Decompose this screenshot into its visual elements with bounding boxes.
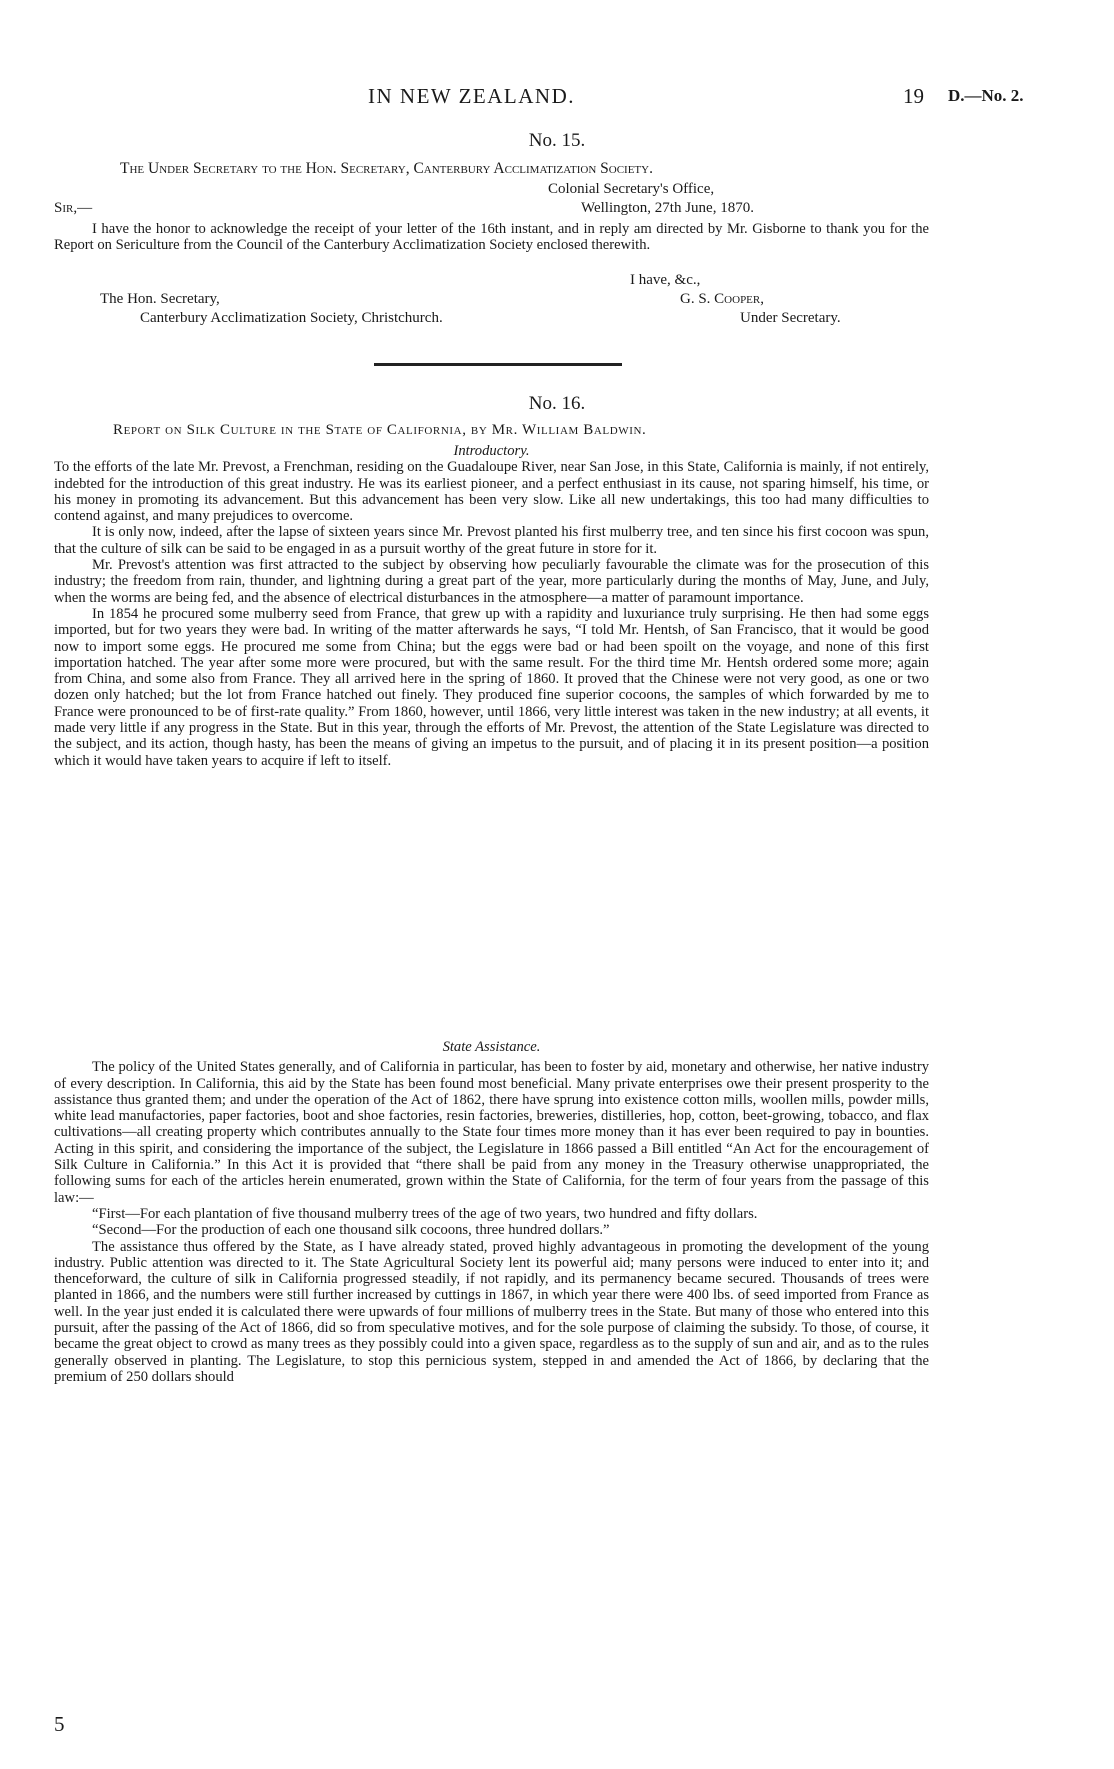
report-introductory [54,443,929,769]
running-title: IN NEW ZEALAND. [368,84,575,108]
letter-closing: I have, &c., [630,272,701,288]
letter-signer-title: Under Secretary. [740,310,841,326]
letter-paragraph: I have the honor to acknowledge the receipt of your letter of the 16th instant, and in reply am directed by Mr. Gisborne to thank you for the Report on Sericulture from the Council of the Canterbury Acclimatization Society enclosed therewith. [54,221,929,254]
letter-place-date: Wellington, 27th June, 1870. [581,200,754,216]
paragraph: The assistance thus offered by the State, as I have already stated, proved highly advantageous in promoting the development of the young industry. Public attention was directed to it. The State Agricultural Society lent its powerful aid; many persons were induced to enter into it; and thenceforward, the culture of silk in California progressed steadily, if not rapidly, and its permanency became secured. Thousands of trees were planted in 1866, and the numbers were still further increased by cuttings in 1867, in which year there were 400 lbs. of seed imported from France as well. In the year just ended it is calculated there were upwards of four millions of mulberry trees in the State. But many of those who entered into this pursuit, after the passing of the Act of 1866, did so from speculative motives, and for the sole purpose of claiming the subsidy. To those, of course, it became the great object to crowd as many trees as they possibly could into a given space, regardless as to the supply of sun and air, and as to the rules generally observed in planting. The Legislature, to stop this pernicious system, stepped in and amended the Act of 1866, by declaring that the premium of 250 dollars should [54,1238,929,1385]
paragraph: “Second—For the production of each one thousand silk cocoons, three hundred dollars.” [92,1222,610,1239]
document-reference: D.—No. 2. [948,86,1024,105]
letter-addressee-line1: The Hon. Secretary, [100,291,220,307]
report-title: Report on Silk Culture in the State of California, by Mr. William Baldwin. [113,422,647,438]
paragraph: The policy of the United States generally, and of California in particular, has been to foster by aid, monetary and otherwise, her native industry of every description. In California, this aid by the State has been found most beneficial. Many private enterprises owe their present prosperity to the assistance thus granted them; and under the operation of the Act of 1862, there have sprung into existence cotton mills, woollen mills, powder mills, white lead manufactories, paper factories, boot and shoe factories, resin factories, breweries, distilleries, hop, cotton, beet-growing, tobacco, and flax cultivations—all creating property which contributes annually to the State four times more money than it has ever been required to pay in bounties. Acting in this spirit, and considering the importance of the subject, the Legislature in 1866 passed a Bill entitled “An Act for the encouragement of Silk Culture in California.” In this Act it is provided that “there shall be paid from any money in the Treasury otherwise unappropriated, the following sums for each of the articles herein enumerated, grown within the State of California, for the term of four years from the passage of this law:— [54,1059,929,1206]
letter-addressee-line2: Canterbury Acclimatization Society, Christchurch. [140,310,443,326]
paragraph: It is only now, indeed, after the lapse of sixteen years since Mr. Prevost planted his first mulberry tree, and ten since his first cocoon was spun, that the culture of silk can be said to be engaged in as a pursuit worthy of the great future in store for it. [54,524,929,557]
paragraph: Mr. Prevost's attention was first attracted to the subject by observing how peculiarly favourable the climate was for the prosecution of this industry; the freedom from rain, thunder, and lightning during a great part of the year, more particularly during the months of May, June, and July, when the worms are being fed, and the absence of electrical disturbances in the atmosphere—a matter of paramount importance. [54,557,929,606]
letter-heading: The Under Secretary to the Hon. Secretary, Canterbury Acclimatization Society. [120,160,653,177]
paragraph: In 1854 he procured some mulberry seed from France, that grew up with a rapidity and luxuriance truly surprising. He then had some eggs imported, but for two years they were bad. In writing of the matter afterwards he says, “I told Mr. Hentsh, of San Francisco, that it would be good now to import some eggs. He procured me some from China; but the eggs were bad or had been spoilt on the voyage, and none of this first importation hatched. The year after some more were procured, but with the same result. For the third time Mr. Hentsh ordered some more; again from China, and some also from France. They all arrived here in the spring of 1860. It proved that the Chinese were not very good, as one or two dozen only hatched; but the lot from France hatched out finely. They produced fine superior cocoons, the samples of which forwarded by me to France were pronounced to be of first-rate quality.” From 1860, however, until 1866, very little interest was taken in the new industry; at all events, it made very little if any progress in the State. But in this year, through the efforts of Mr. Prevost, the attention of the State Legislature was directed to the subject, and its action, though hasty, has been the means of giving an impetus to the pursuit, and of placing it in its present position—a position which it would have taken years to acquire if left to itself. [54,605,929,769]
state-assistance-heading: State Assistance. [442,1039,541,1055]
letter-salutation: Sir,— [54,200,93,216]
letter-signer: G. S. Cooper, [680,291,764,307]
paragraph: To the efforts of the late Mr. Prevost, a Frenchman, residing on the Guadaloupe River, near San Jose, in this State, California is mainly, if not entirely, indebted for the introduction of this great industry. He was its earliest pioneer, and a perfect enthusiast in its cause, not sparing himself, his time, or his money in promoting its advancement. But this advancement has been very slow. Like all new undertakings, this too had many difficulties to contend against, and many prejudices to overcome. [54,459,929,525]
report-number: No. 16. [528,393,586,414]
letter-body [54,221,929,254]
letter-number: No. 15. [528,130,586,151]
letter-office: Colonial Secretary's Office, [548,181,715,197]
introductory-heading: Introductory. [453,443,530,459]
printer-signature-mark: 5 [54,1712,65,1736]
page-number: 19 [903,84,924,108]
report-state-assistance [54,1039,929,1385]
section-divider [374,363,622,366]
running-header [0,84,1114,114]
paragraph: “First—For each plantation of five thousand mulberry trees of the age of two years, two hundred and fifty dollars. [92,1205,758,1222]
